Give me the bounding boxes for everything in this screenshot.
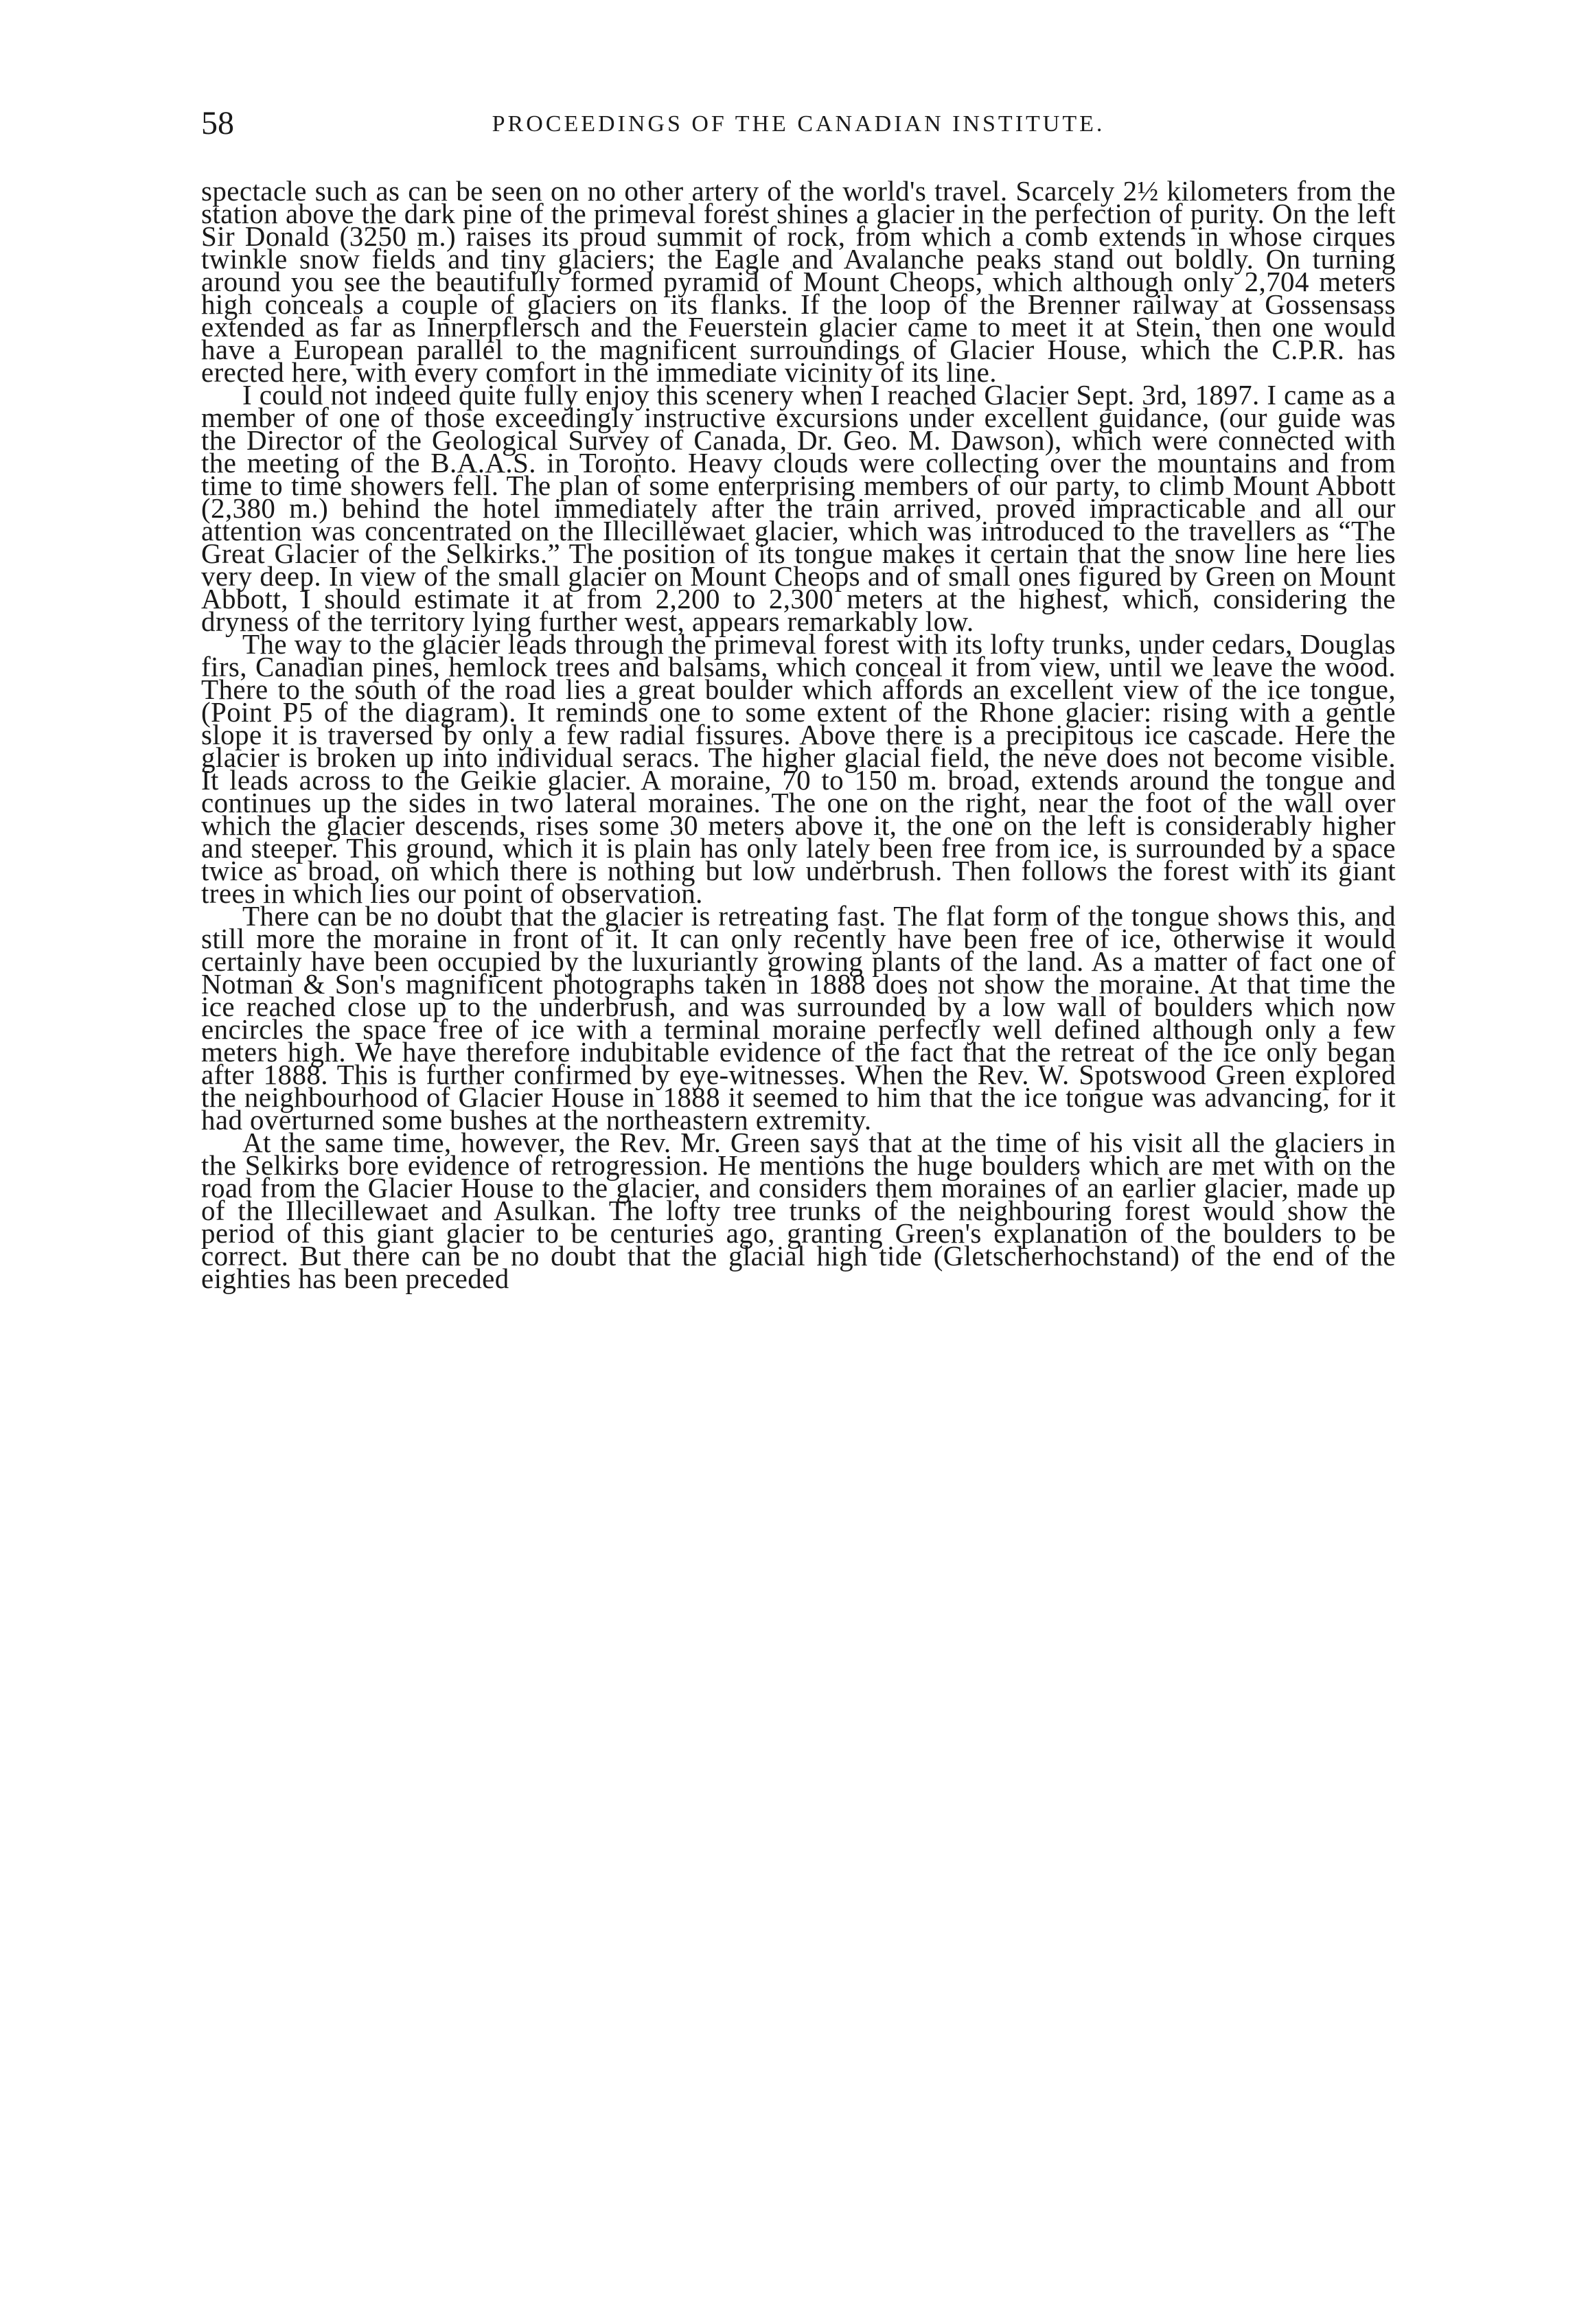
- paragraph-3: The way to the glacier leads through the primeval forest with its lofty trunks, under cedars, Douglas firs, Canadian pines, hemlock trees and balsams, which conceal it from view, until we leave the wood. There to the south of the road lies a great boulder which affords an excellent view of the ice tongue, (Point P5 of the diagram). It reminds one to some extent of the Rhone glacier: rising with a gentle slope it is traversed by only a few radial fissures. Above there is a precipitous ice cascade. Here the glacier is broken up into individual seracs. The higher glacial field, the neve does not become visible. It leads across to the Geikie glacier. A moraine, 70 to 150 m. broad, extends around the tongue and continues up the sides in two lateral moraines. The one on the right, near the foot of the wall over which the glacier descends, rises some 30 meters above it, the one on the left is considerably higher and steeper. This ground, which it is plain has only lately been free from ice, is surrounded by a space twice as broad, on which there is nothing but low underbrush. Then follows the forest with its giant trees in which lies our point of observation.: [201, 628, 1396, 909]
- body-text: [201, 175, 1396, 1294]
- running-title: PROCEEDINGS OF THE CANADIAN INSTITUTE.: [492, 111, 1105, 137]
- paragraph-2: I could not indeed quite fully enjoy this scenery when I reached Glacier Sept. 3rd, 1897. I came as a member of one of those exceedingly instructive excursions under excellent guidance, (our guide was the Director of the Geological Survey of Canada, Dr. Geo. M. Dawson), which were connected with the meeting of the B.A.A.S. in Toronto. Heavy clouds were collecting over the mountains and from time to time showers fell. The plan of some enterprising members of our party, to climb Mount Abbott (2,380 m.) behind the hotel immediately after the train arrived, proved impracticable and all our attention was concentrated on the Illecillewaet glacier, which was introduced to the travellers as “The Great Glacier of the Selkirks.” The position of its tongue makes it certain that the snow line here lies very deep. In view of the small glacier on Mount Cheops and of small ones figured by Green on Mount Abbott, I should estimate it at from 2,200 to 2,300 meters at the highest, which, considering the dryness of the territory lying further west, appears remarkably low.: [201, 379, 1396, 637]
- page-number: 58: [201, 105, 234, 141]
- paragraph-1: spectacle such as can be seen on no other artery of the world's travel. Scarcely 2½ kilometers from the station above the dark pine of the primeval forest shines a glacier in the perfection of purity. On the left Sir Donald (3250 m.) raises its proud summit of rock, from which a comb extends in whose cirques twinkle snow fields and tiny glaciers; the Eagle and Avalanche peaks stand out boldly. On turning around you see the beautifully formed pyramid of Mount Cheops, which although only 2,704 meters high conceals a couple of glaciers on its flanks. If the loop of the Brenner railway at Gossensass extended as far as Innerpflersch and the Feuerstein glacier came to meet it at Stein, then one would have a European parallel to the magnificent surroundings of Glacier House, which the C.P.R. has erected here, with every comfort in the immediate vicinity of its line.: [201, 175, 1396, 388]
- page-header: [201, 103, 1396, 151]
- paragraph-4: There can be no doubt that the glacier is retreating fast. The flat form of the tongue shows this, and still more the moraine in front of it. It can only recently have been free of ice, otherwise it would certainly have been occupied by the luxuriantly growing plants of the land. As a matter of fact one of Notman & Son's magnificent photographs taken in 1888 does not show the moraine. At that time the ice reached close up to the underbrush, and was surrounded by a low wall of boulders which now encircles the space free of ice with a terminal moraine perfectly well defined although only a few meters high. We have therefore indubitable evidence of the fact that the retreat of the ice only began after 1888. This is further confirmed by eye-witnesses. When the Rev. W. Spotswood Green explored the neighbourhood of Glacier House in 1888 it seemed to him that the ice tongue was advancing, for it had overturned some bushes at the northeastern extremity.: [201, 900, 1396, 1136]
- paragraph-5: At the same time, however, the Rev. Mr. Green says that at the time of his visit all the glaciers in the Selkirks bore evidence of retrogression. He mentions the huge boulders which are met with on the road from the Glacier House to the glacier, and considers them moraines of an earlier glacier, made up of the Illecillewaet and Asulkan. The lofty tree trunks of the neighbouring forest would show the period of this giant glacier to be centuries ago, granting Green's explanation of the boulders to be correct. But there can be no doubt that the glacial high tide (Gletscherhochstand) of the end of the eighties has been preceded: [201, 1127, 1396, 1294]
